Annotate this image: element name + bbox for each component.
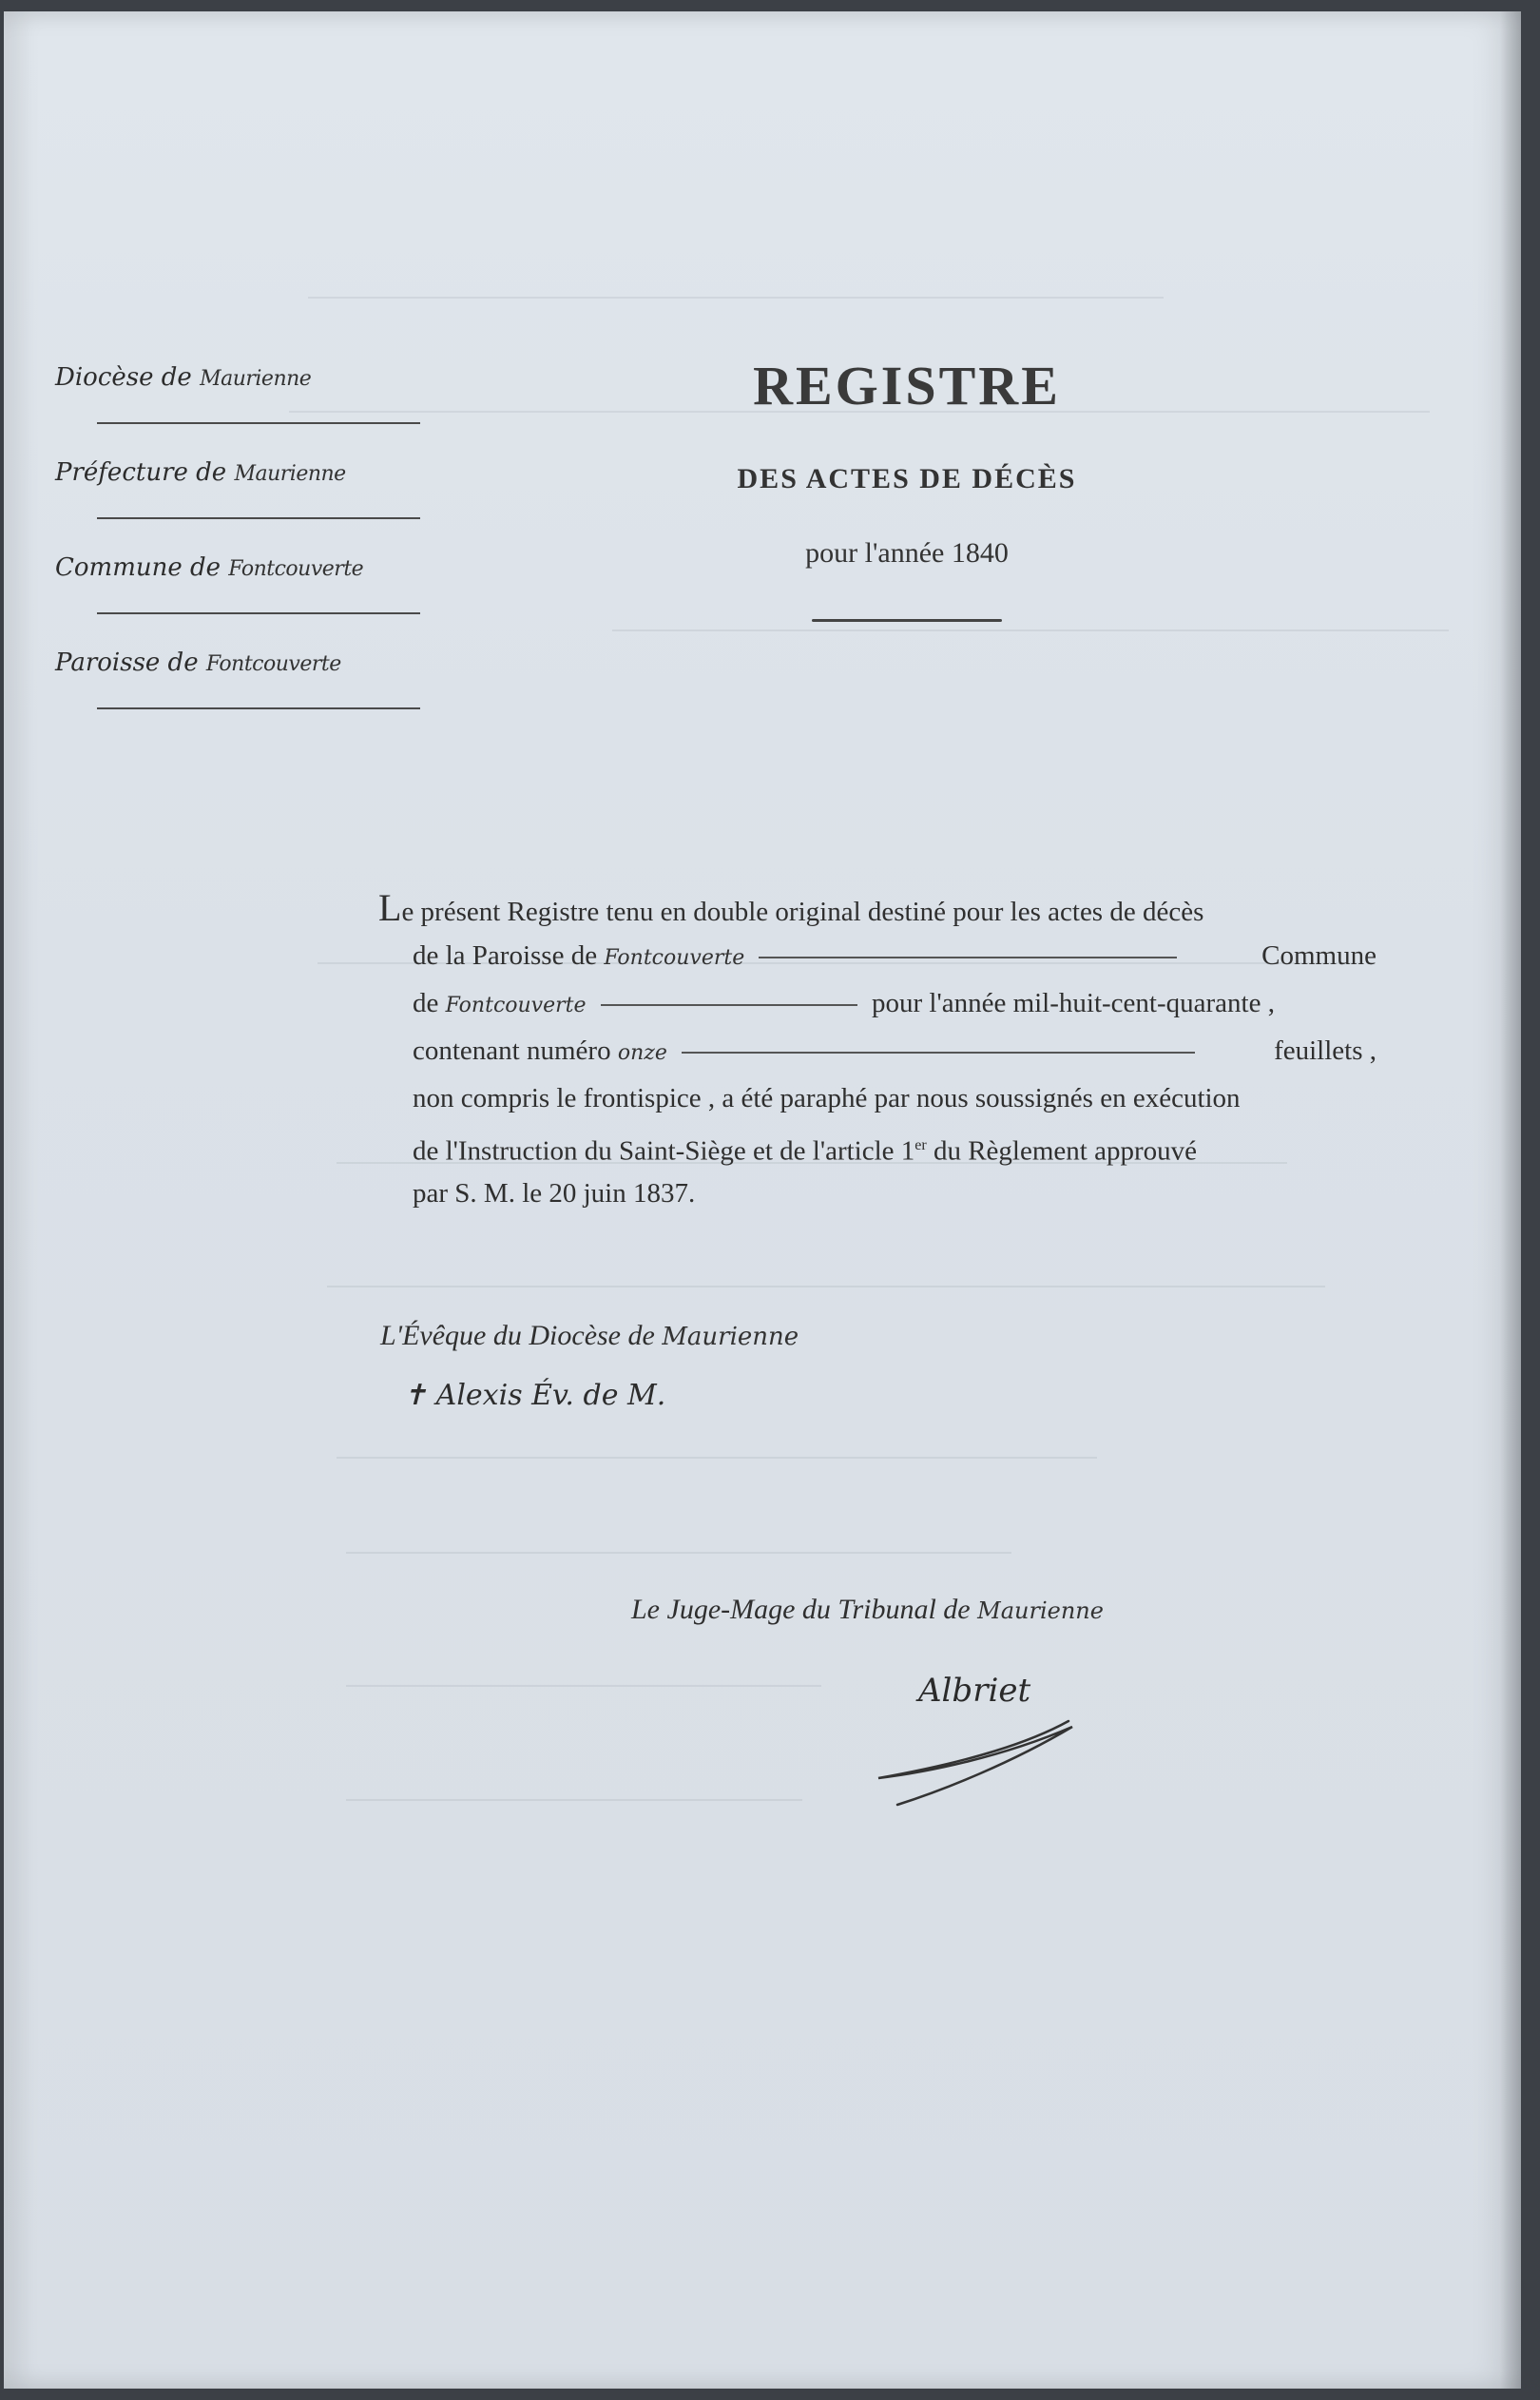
field-paroisse-value: Fontcouverte bbox=[205, 652, 341, 676]
field-diocese-value: Maurienne bbox=[200, 367, 312, 391]
field-diocese-label: Diocèse de bbox=[55, 363, 192, 392]
para-line-6-sup: er bbox=[914, 1137, 927, 1153]
fill-line bbox=[601, 1004, 857, 1006]
para-line-3-a: de bbox=[413, 988, 439, 1018]
fill-line bbox=[759, 957, 1177, 958]
page-subtitle: DES ACTES DE DÉCÈS bbox=[737, 463, 1077, 494]
para-line-2-a: de la Paroisse de bbox=[413, 940, 598, 971]
page-title: REGISTRE bbox=[753, 355, 1061, 416]
para-line-7 bbox=[378, 1170, 1376, 1217]
field-paroisse bbox=[55, 641, 435, 736]
bishop-signature: ✝ Alexis Év. de M. bbox=[403, 1379, 666, 1412]
field-paroisse-label: Paroisse de bbox=[55, 648, 199, 677]
header-fields bbox=[55, 356, 435, 736]
fill-line bbox=[682, 1052, 1195, 1054]
judge-label-line bbox=[631, 1594, 1104, 1626]
para-line-2 bbox=[378, 932, 1376, 979]
para-line-6 bbox=[378, 1122, 1376, 1170]
para-line-4 bbox=[378, 1027, 1376, 1074]
judge-signature-name: Albriet bbox=[918, 1672, 1031, 1710]
title-rule bbox=[812, 619, 1002, 622]
field-prefecture-value: Maurienne bbox=[234, 462, 346, 486]
para-line-5-text: non compris le frontispice , a été paraphé par nous soussignés en exécution bbox=[413, 1083, 1241, 1113]
field-commune bbox=[55, 546, 435, 641]
para-line-1 bbox=[378, 884, 1376, 932]
bishop-diocese-handwritten: Maurienne bbox=[662, 1323, 799, 1351]
field-commune-line bbox=[97, 612, 420, 614]
judge-label: Le Juge-Mage du Tribunal de bbox=[631, 1594, 971, 1625]
para-line-5 bbox=[378, 1074, 1376, 1122]
title-block bbox=[622, 354, 1192, 622]
field-commune-label: Commune de bbox=[55, 553, 221, 582]
register-page bbox=[4, 11, 1521, 2389]
field-prefecture-line bbox=[97, 517, 420, 519]
para-line-3-handwritten: Fontcouverte bbox=[445, 994, 587, 1017]
para-line-1-text: e présent Registre tenu en double original destiné pour les actes de décès bbox=[401, 897, 1204, 927]
field-diocese bbox=[55, 356, 435, 451]
bishop-label-line bbox=[380, 1320, 799, 1352]
para-line-7-text: par S. M. le 20 juin 1837. bbox=[413, 1178, 696, 1209]
year-line: pour l'année 1840 bbox=[805, 537, 1009, 569]
signature-flourish bbox=[869, 1666, 1078, 1809]
bishop-label: L'Évêque du Diocèse de bbox=[380, 1320, 655, 1351]
page-edge-shadow bbox=[1500, 11, 1521, 2389]
para-line-6-b: du Règlement approuvé bbox=[926, 1135, 1197, 1167]
certification-paragraph bbox=[378, 884, 1376, 1217]
field-commune-value: Fontcouverte bbox=[228, 557, 364, 581]
para-line-4-a: contenant numéro bbox=[413, 1035, 611, 1066]
field-prefecture-label: Préfecture de bbox=[55, 458, 227, 487]
para-line-2-b: Commune bbox=[1261, 940, 1376, 971]
field-paroisse-line bbox=[97, 707, 420, 709]
para-line-6-a: de l'Instruction du Saint-Siège et de l'article 1 bbox=[413, 1135, 915, 1167]
judge-signature bbox=[869, 1666, 1078, 1809]
field-prefecture bbox=[55, 451, 435, 546]
drop-cap: L bbox=[378, 886, 402, 929]
para-line-4-b: feuillets , bbox=[1274, 1035, 1376, 1066]
para-line-3-b: pour l'année mil-huit-cent-quarante , bbox=[872, 988, 1275, 1018]
judge-tribunal-handwritten: Maurienne bbox=[977, 1597, 1104, 1624]
para-line-3 bbox=[378, 979, 1376, 1027]
para-line-4-handwritten: onze bbox=[617, 1041, 667, 1065]
field-diocese-line bbox=[97, 422, 420, 424]
para-line-2-handwritten: Fontcouverte bbox=[604, 946, 745, 970]
